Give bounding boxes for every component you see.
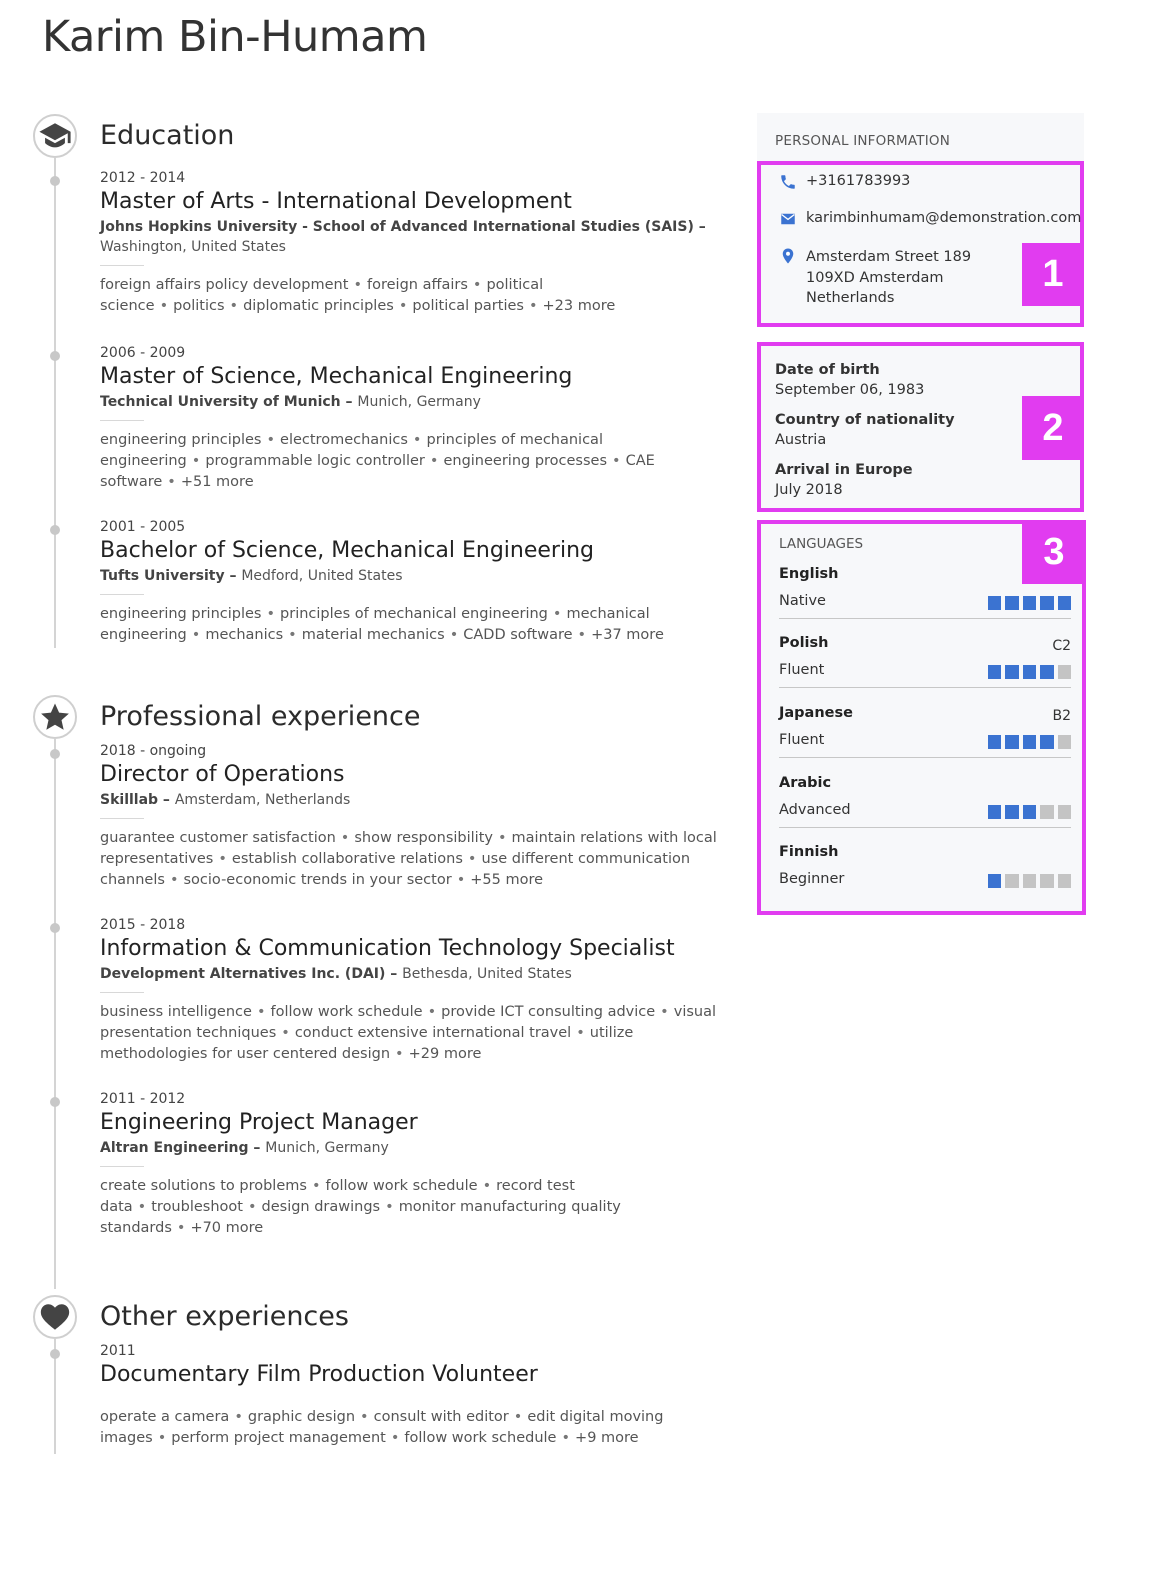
proficiency-block [1023,874,1037,888]
skill-tag: edit digital moving images [100,1409,664,1446]
bullet-separator: • [167,474,176,490]
organization-name: Development Alternatives Inc. (DAI) [100,966,386,982]
proficiency-block [1005,596,1019,610]
bullet-separator: • [266,432,276,448]
skill-tag: design drawings [261,1199,381,1215]
proficiency-block [1023,805,1037,819]
bullet-separator: • [482,1178,492,1194]
divider [779,827,1071,828]
bullet-separator: • [266,606,276,622]
skill-tag: programmable logic controller [205,453,425,469]
proficiency-block [1005,665,1019,679]
bullet-separator: • [340,830,350,846]
education-section [30,112,730,657]
bullet-separator: • [191,453,201,469]
personal-info-heading: PERSONAL INFORMATION [757,113,1084,163]
annotation-tag: 2 [1022,396,1084,460]
more-skills-link[interactable]: +55 more [470,872,544,888]
main-column [30,112,730,1463]
bullet-separator: • [385,1199,394,1215]
bullet-separator: • [513,1409,523,1425]
skill-tag: utilize methodologies for user centered design [100,1025,634,1062]
skill-tag: follow work schedule [270,1004,423,1020]
skill-tag: monitor manufacturing quality standards [100,1199,621,1236]
timeline-dot [50,525,60,535]
organization-location: Amsterdam, Netherlands [174,792,351,808]
skill-tag: show responsibility [354,830,493,846]
language-row [779,705,1071,761]
timeline-entry [30,517,730,646]
detail-dob [775,360,924,400]
location-pin-icon [779,247,797,265]
candidate-name: Karim Bin-Humam [42,12,428,62]
address-lines [806,247,971,309]
skill-tag: mechanics [205,627,284,643]
skill-tag: CADD software [463,627,573,643]
timeline-entry [30,343,730,493]
divider [779,757,1071,758]
bullet-separator: • [191,627,201,643]
bullet-separator: • [353,277,362,293]
detail-value: September 06, 1983 [775,382,925,398]
timeline-dot [50,923,60,933]
entry-organization [100,566,730,586]
bullet-separator: • [218,851,227,867]
proficiency-meter [988,665,1072,679]
timeline-entry [30,1089,730,1239]
language-name: Polish [779,635,829,651]
entry-title: Director of Operations [100,762,345,787]
timeline-dot [50,1349,60,1359]
skill-tag: foreign affairs policy development [100,277,349,293]
detail-label: Date of birth [775,362,880,378]
skill-tag: maintain relations with local representatives [100,830,717,867]
timeline-entry [30,168,730,317]
star-icon [33,695,77,739]
detail-label: Arrival in Europe [775,462,913,478]
heart-icon [33,1295,77,1339]
entry-title: Master of Arts - International Development [100,189,572,214]
skill-tag: guarantee customer satisfaction [100,830,336,846]
entry-dates: 2012 - 2014 [100,170,186,186]
language-proficiency: Native [779,593,826,609]
bullet-separator: • [612,453,621,469]
phone-row[interactable] [779,173,910,191]
experience-section [30,693,730,1293]
language-proficiency: Beginner [779,871,845,887]
bullet-separator: • [288,627,297,643]
entry-organization [100,964,730,984]
divider [100,420,144,421]
section-title: Other experiences [100,1301,349,1332]
bullet-separator: • [497,830,507,846]
entry-dates: 2011 [100,1343,136,1359]
bullet-separator: • [256,1004,266,1020]
languages-heading: LANGUAGES [779,536,864,552]
proficiency-block [1023,735,1037,749]
entry-title: Information & Communication Technology Specialist [100,936,675,961]
more-skills-link[interactable]: +9 more [575,1430,639,1446]
entry-organization [100,392,730,412]
proficiency-block [1058,665,1072,679]
organization-name: Skilllab [100,792,159,808]
skill-tag: CAE software [100,453,655,490]
skill-tag: visual presentation techniques [100,1004,717,1041]
skill-tag: create solutions to problems [100,1178,307,1194]
skill-tag: use different communication channels [100,851,691,888]
language-proficiency: Fluent [779,662,825,678]
section-title: Education [100,120,235,151]
language-cefr-level: B2 [1052,708,1071,724]
proficiency-block [1040,874,1054,888]
proficiency-block [988,805,1002,819]
skill-tag: engineering principles [100,606,262,622]
proficiency-block [1058,805,1072,819]
bullet-separator: • [247,1199,257,1215]
bullet-separator: • [176,1220,186,1236]
annotation-tag: 3 [1022,520,1086,584]
bullet-separator: • [169,872,179,888]
entry-dates: 2006 - 2009 [100,345,186,361]
language-row [779,775,1071,831]
bullet-separator: • [412,432,422,448]
languages-box [757,520,1086,915]
proficiency-meter [988,735,1072,749]
proficiency-block [988,596,1002,610]
skill-tag: electromechanics [280,432,408,448]
proficiency-block [1040,665,1054,679]
organization-separator: – [224,568,242,584]
skill-tag: troubleshoot [151,1199,243,1215]
bullet-separator: • [577,627,587,643]
annotation-tag: 1 [1022,243,1084,306]
organization-location: Munich, Germany [357,394,481,410]
skill-tag: politics [173,298,225,314]
skill-list [100,828,720,891]
email-address: karimbinhumam@demonstration.com [806,210,1082,226]
bullet-separator: • [360,1409,369,1425]
divider [779,687,1071,688]
skill-tag: engineering principles [100,432,262,448]
entry-organization [100,217,730,257]
language-proficiency: Advanced [779,802,851,818]
divider [100,992,144,993]
skill-tag: foreign affairs [367,277,468,293]
email-icon [779,210,797,228]
proficiency-block [988,874,1002,888]
proficiency-block [1005,874,1019,888]
skill-list [100,604,720,646]
entry-dates: 2001 - 2005 [100,519,186,535]
proficiency-block [1040,596,1054,610]
language-name: English [779,566,839,582]
timeline-entry [30,741,730,891]
address-line: Amsterdam Street 189 [806,249,972,265]
entry-dates: 2011 - 2012 [100,1091,186,1107]
language-name: Arabic [779,775,832,791]
proficiency-block [1058,874,1072,888]
skill-tag: material mechanics [301,627,445,643]
bullet-separator: • [427,1004,437,1020]
language-cefr-level: C2 [1052,638,1071,654]
personal-details-box [757,342,1084,512]
bullet-separator: • [429,453,439,469]
organization-name: Technical University of Munich [100,394,341,410]
organization-separator: – [248,1140,266,1156]
organization-location: Washington, United States [100,239,286,255]
proficiency-meter [988,874,1072,888]
language-row [779,844,1071,900]
divider [100,1166,144,1167]
skill-tag: business intelligence [100,1004,252,1020]
skill-tag: establish collaborative relations [231,851,463,867]
proficiency-block [1058,596,1072,610]
organization-separator: – [385,966,403,982]
other-section [30,1293,730,1463]
entry-organization [100,1138,730,1158]
organization-name: Tufts University [100,568,225,584]
bullet-separator: • [229,298,239,314]
proficiency-meter [988,805,1072,819]
bullet-separator: • [311,1178,321,1194]
address-line: Netherlands [806,290,895,306]
skill-list [100,1407,720,1449]
detail-label: Country of nationality [775,412,955,428]
bullet-separator: • [137,1199,147,1215]
address-row [779,247,971,309]
section-title: Professional experience [100,701,421,732]
graduation-cap-icon [33,114,77,158]
bullet-separator: • [234,1409,243,1425]
timeline-dot [50,351,60,361]
entry-title: Documentary Film Production Volunteer [100,1362,538,1387]
language-name: Finnish [779,844,839,860]
more-skills-link[interactable]: +51 more [180,474,254,490]
more-skills-link[interactable]: +29 more [408,1046,482,1062]
bullet-separator: • [660,1004,669,1020]
skill-tag: principles of mechanical engineering [100,432,603,469]
skill-tag: follow work schedule [404,1430,557,1446]
bullet-separator: • [398,298,408,314]
organization-separator: – [158,792,175,808]
bullet-separator: • [552,606,562,622]
divider [100,594,144,595]
bullet-separator: • [395,1046,404,1062]
bullet-separator: • [449,627,459,643]
timeline-entry [30,1341,730,1449]
entry-dates: 2015 - 2018 [100,917,186,933]
skill-list [100,430,720,493]
skill-tag: operate a camera [100,1409,230,1425]
timeline-dot [50,1097,60,1107]
bullet-separator: • [157,1430,167,1446]
timeline-entry [30,915,730,1065]
detail-value: Austria [775,432,827,448]
skill-tag: socio-economic trends in your sector [183,872,452,888]
skill-tag: political parties [412,298,524,314]
more-skills-link[interactable]: +70 more [190,1220,264,1236]
skill-tag: follow work schedule [325,1178,478,1194]
email-row[interactable] [779,210,1081,228]
bullet-separator: • [467,851,477,867]
divider [779,618,1071,619]
proficiency-block [1023,596,1037,610]
bullet-separator: • [561,1430,571,1446]
organization-location: Medford, United States [241,568,403,584]
skill-list [100,1002,720,1065]
organization-separator: – [340,394,358,410]
proficiency-block [988,665,1002,679]
entry-title: Engineering Project Manager [100,1110,418,1135]
proficiency-block [1040,735,1054,749]
detail-nationality [775,410,955,450]
proficiency-block [1040,805,1054,819]
proficiency-block [1005,805,1019,819]
bullet-separator: • [528,298,538,314]
entry-organization [100,790,730,810]
entry-title: Bachelor of Science, Mechanical Engineering [100,538,595,563]
skill-tag: diplomatic principles [243,298,394,314]
sidebar [757,113,1084,887]
language-row [779,635,1071,691]
bullet-separator: • [576,1025,585,1041]
proficiency-meter [988,596,1072,610]
address-line: 109XD Amsterdam [806,269,944,286]
organization-separator: – [693,219,706,235]
skill-tag: consult with editor [373,1409,509,1425]
skill-tag: principles of mechanical engineering [280,606,548,622]
bullet-separator: • [390,1430,400,1446]
more-skills-link[interactable]: +37 more [591,627,664,643]
proficiency-block [988,735,1002,749]
bullet-separator: • [472,277,482,293]
skill-tag: provide ICT consulting advice [441,1004,656,1020]
entry-title: Master of Science, Mechanical Engineering [100,364,573,389]
skill-tag: perform project management [171,1430,386,1446]
detail-value: July 2018 [775,482,843,498]
language-name: Japanese [779,705,853,721]
phone-icon [779,173,797,191]
skill-tag: mechanical engineering [100,606,650,643]
skill-tag: engineering processes [443,453,608,469]
language-proficiency: Fluent [779,732,825,748]
entry-dates: 2018 - ongoing [100,743,207,759]
bullet-separator: • [456,872,466,888]
organization-name: Johns Hopkins University - School of Advanced International Studies (SAIS) [100,219,694,235]
timeline-dot [50,749,60,759]
proficiency-block [1058,735,1072,749]
skill-tag: graphic design [247,1409,356,1425]
proficiency-block [1005,735,1019,749]
skill-tag: record test data [100,1178,575,1215]
skill-tag: political science [100,277,544,314]
detail-arrival [775,460,913,500]
skill-tag: conduct extensive international travel [294,1025,572,1041]
more-skills-link[interactable]: +23 more [542,298,616,314]
divider [100,1397,144,1398]
skill-list [100,1176,720,1239]
contact-box [757,161,1084,327]
proficiency-block [1023,665,1037,679]
bullet-separator: • [159,298,169,314]
divider [100,265,144,266]
organization-name: Altran Engineering [100,1140,249,1156]
bullet-separator: • [281,1025,290,1041]
organization-location: Bethesda, United States [402,966,572,982]
skill-list [100,275,720,317]
organization-location: Munich, Germany [265,1140,389,1156]
divider [100,818,144,819]
phone-number: +3161783993 [806,173,911,189]
timeline-dot [50,176,60,186]
